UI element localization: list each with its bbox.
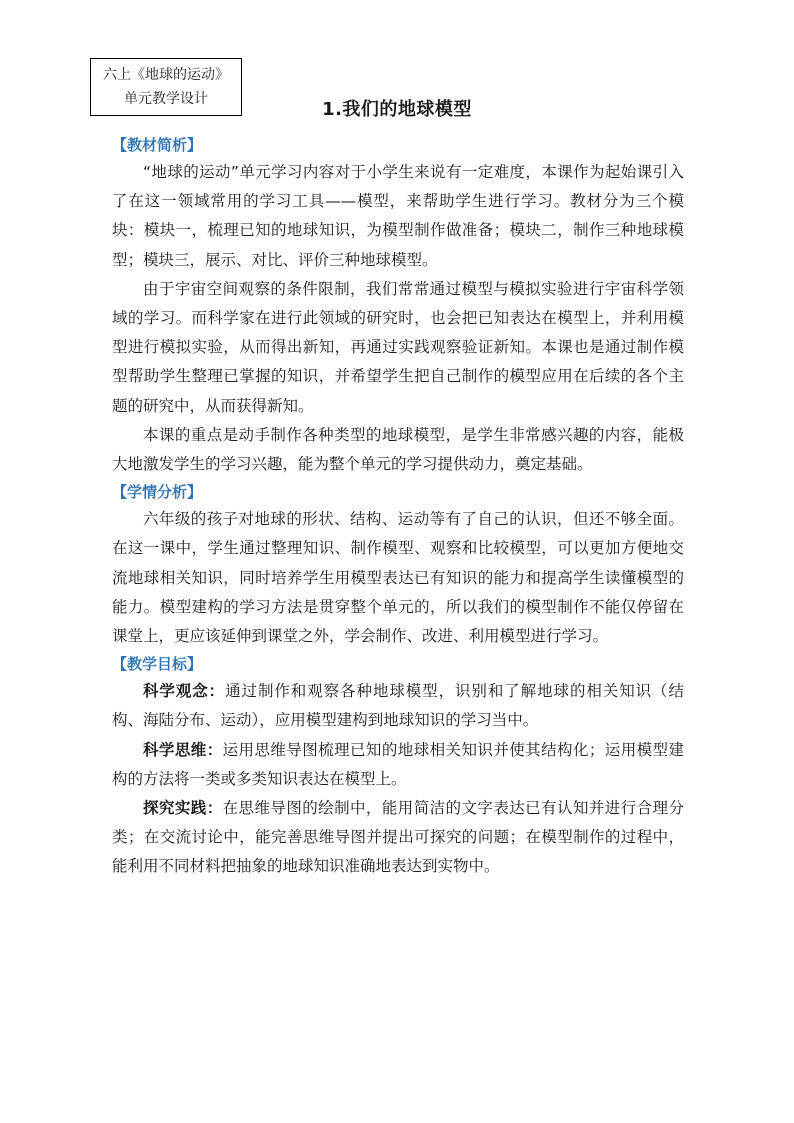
- goal-label-practice: 探究实践：: [143, 799, 223, 818]
- material-paragraph-3: 本课的重点是动手制作各种类型的地球模型，是学生非常感兴趣的内容，能极大地激发学生的学习兴趣，能为整个单元的学习提供动力，奠定基础。: [112, 425, 684, 474]
- goal-text-practice: 在思维导图的绘制中，能用简洁的文字表达已有认知并进行合理分类；在交流讨论中，能完善思维导图并提出可探究的问题；在模型制作的过程中，能利用不同材料把抽象的地球知识准确地表达到实物中。: [112, 799, 684, 876]
- goal-text-thinking: 运用思维导图梳理已知的地球相关知识并使其结构化；运用模型建构的方法将一类或多类知识表达在模型上。: [112, 740, 684, 788]
- unit-name: 六上《地球的运动》: [103, 67, 229, 83]
- section-heading-students: 【学情分析】: [112, 483, 203, 502]
- goal-science-concept: [112, 677, 684, 735]
- goal-inquiry-practice: [112, 794, 684, 882]
- lesson-title: 1.我们的地球模型: [322, 99, 472, 120]
- unit-design-label: 单元教学设计: [124, 91, 208, 107]
- goal-science-thinking: [112, 736, 684, 794]
- goal-text-concept: 通过制作和观察各种地球模型，识别和了解地球的相关知识（结构、海陆分布、运动），应用模型建构到地球知识的学习当中。: [112, 682, 684, 730]
- goal-label-thinking: 科学思维：: [143, 740, 223, 759]
- section-heading-material: 【教材简析】: [112, 136, 203, 154]
- document-body: [112, 132, 684, 882]
- goal-label-concept: 科学观念：: [143, 682, 226, 701]
- material-paragraph-2: 由于宇宙空间观察的条件限制，我们常常通过模型与模拟实验进行宇宙科学领域的学习。而科学家在进行此领域的研究时，也会把已知表达在模型上，并利用模型进行模拟实验，从而得出新知，再通过实践观察验证新知。本课也是通过制作模型帮助学生整理已掌握的知识，并希望学生把自己制作的模型应用在后续的各个主题的研究中，从而获得新知。: [112, 279, 684, 415]
- material-paragraph-1: “地球的运动”单元学习内容对于小学生来说有一定难度，本课作为起始课引入了在这一领域常用的学习工具——模型，来帮助学生进行学习。教材分为三个模块：模块一，梳理已知的地球知识，为模型制作做准备；模块二，制作三种地球模型；模块三，展示、对比、评价三种地球模型。: [112, 163, 684, 269]
- section-heading-goals: 【教学目标】: [112, 655, 203, 674]
- students-paragraph-1: 六年级的孩子对地球的形状、结构、运动等有了自己的认识，但还不够全面。在这一课中，学生通过整理知识、制作模型、观察和比较模型，可以更加方便地交流地球相关知识，同时培养学生用模型表达已有知识的能力和提高学生读懂模型的能力。模型建构的学习方法是贯穿整个单元的，所以我们的模型制作不能仅停留在课堂上，更应该延伸到课堂之外，学会制作、改进、利用模型进行学习。: [112, 510, 684, 646]
